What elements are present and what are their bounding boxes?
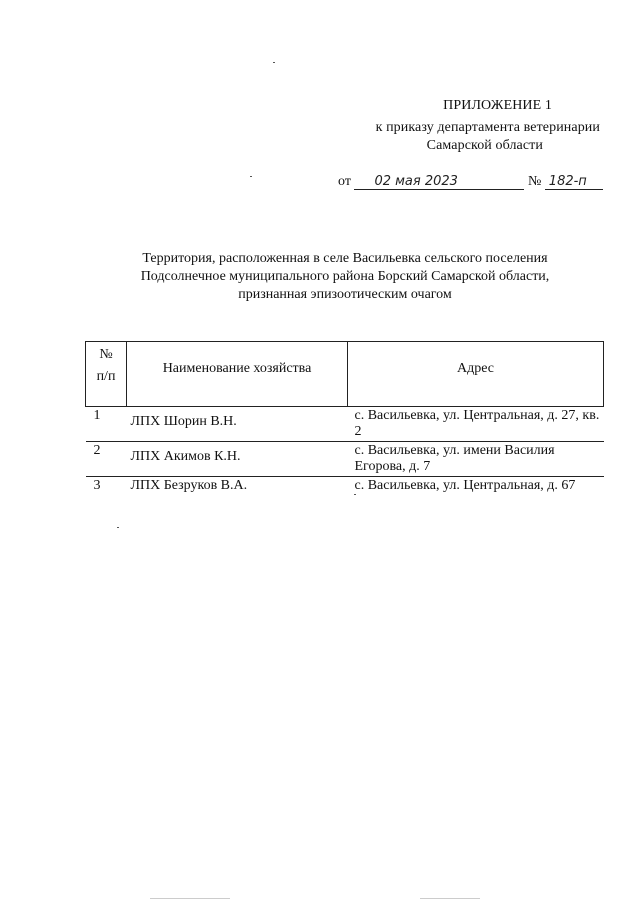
scan-speck [250,176,252,177]
table-row [86,442,604,477]
row-address: с. Васильевка, ул. Центральная, д. 67 [348,477,604,497]
document-title [60,250,630,304]
title-line-1: Территория, расположенная в селе Васильевка сельского поселения [142,251,548,266]
scan-speck [354,494,356,495]
row-number: 1 [86,407,127,442]
col-name-header: Наименование хозяйства [127,342,348,407]
title-line-3: признанная эпизоотическим очагом [238,287,452,302]
scan-speck [420,898,480,899]
number-prefix: № [527,174,542,189]
col-address-header: Адрес [348,342,604,407]
region-label: Самарской области [426,138,543,153]
scan-speck [117,527,119,528]
title-line-2: Подсолнечное муниципального района Борский Самарской области, [140,269,550,284]
order-reference: к приказу департамента ветеринарии [375,120,600,135]
date-prefix: от [338,174,351,189]
table-row [86,477,604,497]
row-address: с. Васильевка, ул. имени Василия Егорова, д. 7 [348,442,604,477]
farms-table [85,341,604,497]
table-row [86,407,604,442]
scan-speck [150,898,230,899]
handwritten-number: 182-п [545,174,603,190]
row-farm-name: ЛПХ Шорин В.Н. [127,407,348,442]
order-date-number [338,174,603,190]
row-number: 3 [86,477,127,497]
col-number-symbol: № [99,347,113,362]
scan-speck [273,62,275,63]
row-address: с. Васильевка, ул. Центральная, д. 27, кв. 2 [348,407,604,442]
row-farm-name: ЛПХ Акимов К.Н. [127,442,348,477]
row-farm-name: ЛПХ Безруков В.А. [127,477,348,497]
table-header-row [86,342,604,407]
col-number-header [86,342,127,407]
col-number-label: п/п [96,369,116,384]
appendix-label: ПРИЛОЖЕНИЕ 1 [443,98,552,113]
row-number: 2 [86,442,127,477]
handwritten-date: 02 мая 2023 [354,174,524,190]
